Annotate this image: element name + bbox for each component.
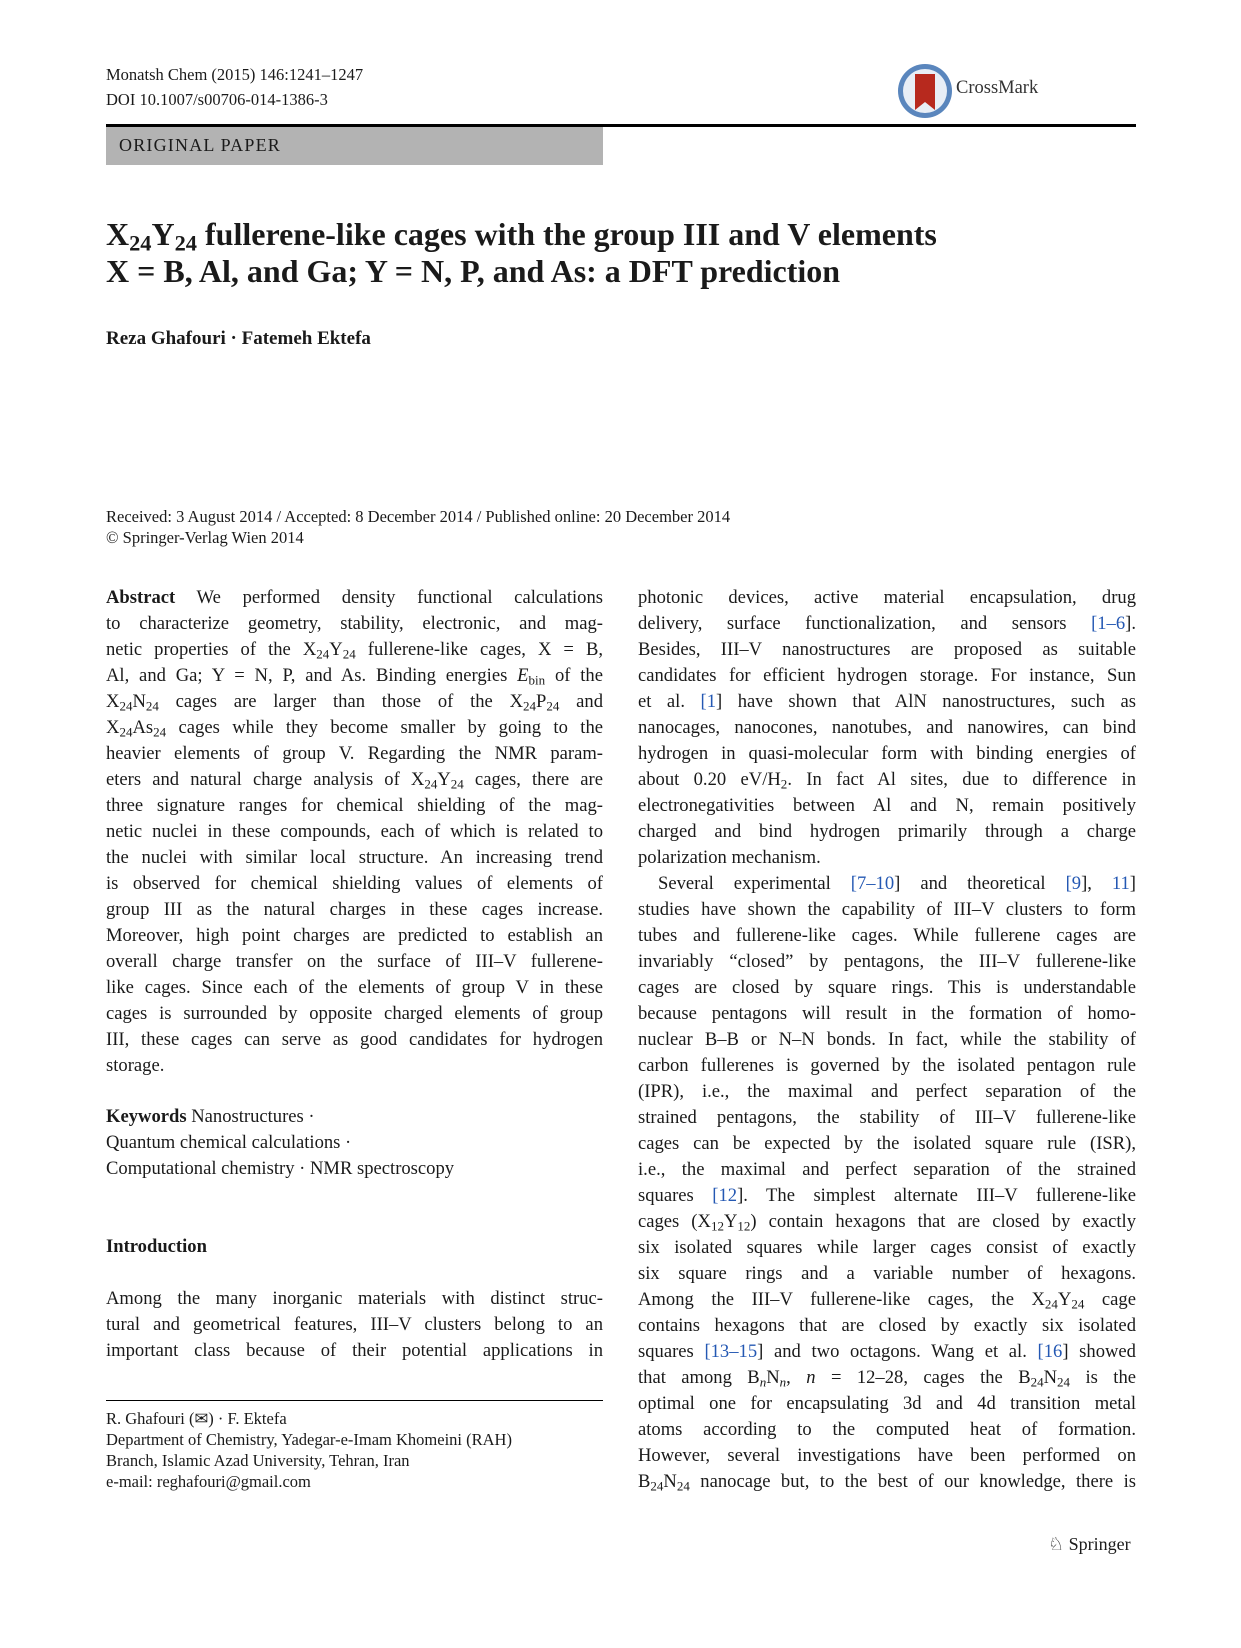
citation-link[interactable]: [12 xyxy=(712,1185,738,1206)
text-line: to characterize geometry, stability, electronic, and mag- xyxy=(106,613,603,634)
text-line: tural and geometrical features, III–V clusters belong to an xyxy=(106,1314,603,1335)
text-line: candidates for efficient hydrogen storage. For instance, Sun xyxy=(638,665,1136,686)
footnote-rule xyxy=(106,1400,603,1401)
text-line: group III as the natural charges in these cages increase. xyxy=(106,899,603,920)
text-line: electronegativities between Al and N, remain positively xyxy=(638,795,1136,816)
department: Department of Chemistry, Yadegar-e-Imam Khomeini (RAH) xyxy=(106,1430,512,1449)
dates: Received: 3 August 2014 / Accepted: 8 December 2014 / Published online: 20 December 2014 xyxy=(106,507,731,526)
text-line: i.e., the maximal and perfect separation of the strained xyxy=(638,1159,1136,1180)
corresponding-authors: R. Ghafouri (✉) · F. Ektefa xyxy=(106,1409,287,1428)
text-line: nuclear B–B or N–N bonds. In fact, while the stability of xyxy=(638,1029,1136,1050)
copyright: © Springer-Verlag Wien 2014 xyxy=(106,528,304,547)
citation-link[interactable]: [7–10 xyxy=(850,873,895,894)
text-line: tubes and fullerene-like cages. While fullerene cages are xyxy=(638,925,1136,946)
text-line: about 0.20 $eV/H_2$. In fact Al sites, due to difference in xyxy=(638,769,1137,792)
title-line: X = B, Al, and Ga; Y = N, P, and As: a DFT prediction xyxy=(106,253,841,289)
text-line: important class because of their potential applications in xyxy=(106,1340,603,1361)
text-line: the nuclei with similar local structure. An increasing trend xyxy=(106,847,603,868)
text-line: like cages. Since each of the elements of group V in these xyxy=(106,977,603,998)
text-line: studies have shown the capability of III–V clusters to form xyxy=(638,899,1136,920)
title-line: $X_{24}Y_{24}$ fullerene-like cages with the group III and V elements xyxy=(106,216,937,256)
journal-citation: Monatsh Chem (2015) 146:1241–1247 xyxy=(106,65,364,84)
text-line: $B_{24}N_{24}$ nanocage but, to the best of our knowledge, there is xyxy=(638,1471,1136,1494)
text-line: is observed for chemical shielding values of elements of xyxy=(106,873,603,894)
text-line: optimal one for encapsulating 3d and 4d transition metal xyxy=(638,1393,1136,1414)
citation-link[interactable]: 11 xyxy=(1111,873,1130,894)
text-line: squares [12]. The simplest alternate III–V fullerene-like xyxy=(638,1185,1136,1206)
section-label: ORIGINAL PAPER xyxy=(119,135,281,155)
citation-link[interactable]: [1–6 xyxy=(1091,613,1126,634)
citation-link[interactable]: [1 xyxy=(700,691,717,712)
text-line: three signature ranges for chemical shielding of the mag- xyxy=(106,795,603,816)
text-line: Among the III–V fullerene-like cages, the $X_{24}Y_{24}$ cage xyxy=(638,1289,1136,1312)
text-line: atoms according to the computed heat of formation. xyxy=(638,1419,1136,1440)
text-line: delivery, surface functionalization, and sensors [1–6]. xyxy=(638,613,1136,634)
doi[interactable]: DOI 10.1007/s00706-014-1386-3 xyxy=(106,90,328,109)
text-line: $X_{24}As_{24}$ cages while they become smaller by going to the xyxy=(106,717,603,740)
institution: Branch, Islamic Azad University, Tehran, Iran xyxy=(106,1451,410,1470)
springer-horse-icon: ♘ xyxy=(1048,1534,1065,1554)
introduction-paragraph xyxy=(106,1286,603,1364)
text-line: charged and bind hydrogen primarily through a charge xyxy=(638,821,1136,842)
text-line: overall charge transfer on the surface of III–V fullerene- xyxy=(106,951,603,972)
email[interactable]: e-mail: reghafouri@gmail.com xyxy=(106,1472,311,1491)
text-line: invariably “closed” by pentagons, the III–V fullerene-like xyxy=(638,951,1136,972)
text-line: Abstract We performed density functional calculations xyxy=(106,587,603,608)
section-heading-introduction: Introduction xyxy=(106,1236,207,1257)
authors: Reza Ghafouri · Fatemeh Ektefa xyxy=(106,328,371,349)
author-affiliation xyxy=(106,1408,512,1492)
text-line: III, these cages can serve as good candidates for hydrogen xyxy=(106,1029,603,1050)
crossmark-logo[interactable] xyxy=(896,62,1039,125)
text-line: strained pentagons, the stability of III–V fullerene-like xyxy=(638,1107,1136,1128)
text-line: et al. [1] have shown that AlN nanostructures, such as xyxy=(638,691,1136,712)
text-line: hydrogen in quasi-molecular form with binding energies of xyxy=(638,743,1136,764)
text-line: Keywords Nanostructures · xyxy=(106,1106,315,1127)
text-line: nanocages, nanocones, nanotubes, and nanowires, can bind xyxy=(638,717,1136,738)
text-line: storage. xyxy=(106,1055,165,1076)
text-line: Computational chemistry · NMR spectroscopy xyxy=(106,1158,455,1179)
keywords xyxy=(106,1104,603,1182)
text-line: six isolated squares while larger cages consist of exactly xyxy=(638,1237,1136,1258)
right-paragraph-1 xyxy=(638,585,1136,871)
text-line: Moreover, high point charges are predicted to establish an xyxy=(106,925,603,946)
crossmark-label: CrossMark xyxy=(956,78,1039,98)
text-line: cages $(X_{12}Y_{12})$ contain hexagons that are closed by exactly xyxy=(638,1211,1137,1234)
citation-link[interactable]: [13–15 xyxy=(704,1341,758,1362)
text-line: contains hexagons that are closed by exactly six isolated xyxy=(638,1315,1136,1336)
text-line: six square rings and a variable number of hexagons. xyxy=(638,1263,1136,1284)
text-line: that among $B_nN_n$, n = 12–28, cages the $B_{24}N_{24}$ is the xyxy=(638,1367,1136,1390)
citation-link[interactable]: [9 xyxy=(1065,873,1082,894)
text-line: cages can be expected by the isolated square rule (ISR), xyxy=(638,1133,1136,1154)
text-line: because pentagons will result in the formation of homo- xyxy=(638,1003,1136,1024)
abstract xyxy=(106,585,603,1079)
text-line: carbon fullerenes is governed by the isolated pentagon rule xyxy=(638,1055,1136,1076)
text-line: netic nuclei in these compounds, each of which is related to xyxy=(106,821,603,842)
text-line: (IPR), i.e., the maximal and perfect separation of the xyxy=(638,1081,1136,1102)
springer-logo xyxy=(1048,1534,1131,1555)
text-line: eters and natural charge analysis of $X_{24}Y_{24}$ cages, there are xyxy=(106,769,603,792)
section-banner xyxy=(106,127,603,165)
text-line: However, several investigations have been performed on xyxy=(638,1445,1136,1466)
text-line: Besides, III–V nanostructures are proposed as suitable xyxy=(638,639,1136,660)
paper-title xyxy=(106,216,937,290)
right-paragraph-2 xyxy=(638,871,1136,1495)
text-line: netic properties of the $X_{24}Y_{24}$ fullerene-like cages, X = B, xyxy=(106,639,603,662)
text-line: cages are closed by square rings. This is understandable xyxy=(638,977,1136,998)
text-line: squares [13–15] and two octagons. Wang et al. [16] showed xyxy=(638,1341,1136,1362)
crossmark-icon xyxy=(896,62,954,120)
text-line: polarization mechanism. xyxy=(638,847,821,868)
text-line: heavier elements of group V. Regarding the NMR param- xyxy=(106,743,603,764)
text-line: cages is surrounded by opposite charged elements of group xyxy=(106,1003,603,1024)
text-line: photonic devices, active material encapsulation, drug xyxy=(638,587,1136,608)
text-line: Quantum chemical calculations · xyxy=(106,1132,352,1153)
text-line: Al, and Ga; Y = N, P, and As. Binding energies $E_{bin}$ of the xyxy=(106,665,603,688)
citation-link[interactable]: [16 xyxy=(1037,1341,1063,1362)
text-line: Among the many inorganic materials with distinct struc- xyxy=(106,1288,603,1309)
text-line: Several experimental [7–10] and theoretical [9], 11] xyxy=(658,873,1136,894)
text-line: $X_{24}N_{24}$ cages are larger than those of the $X_{24}P_{24}$ and xyxy=(106,691,603,714)
publisher-name: Springer xyxy=(1068,1534,1131,1554)
